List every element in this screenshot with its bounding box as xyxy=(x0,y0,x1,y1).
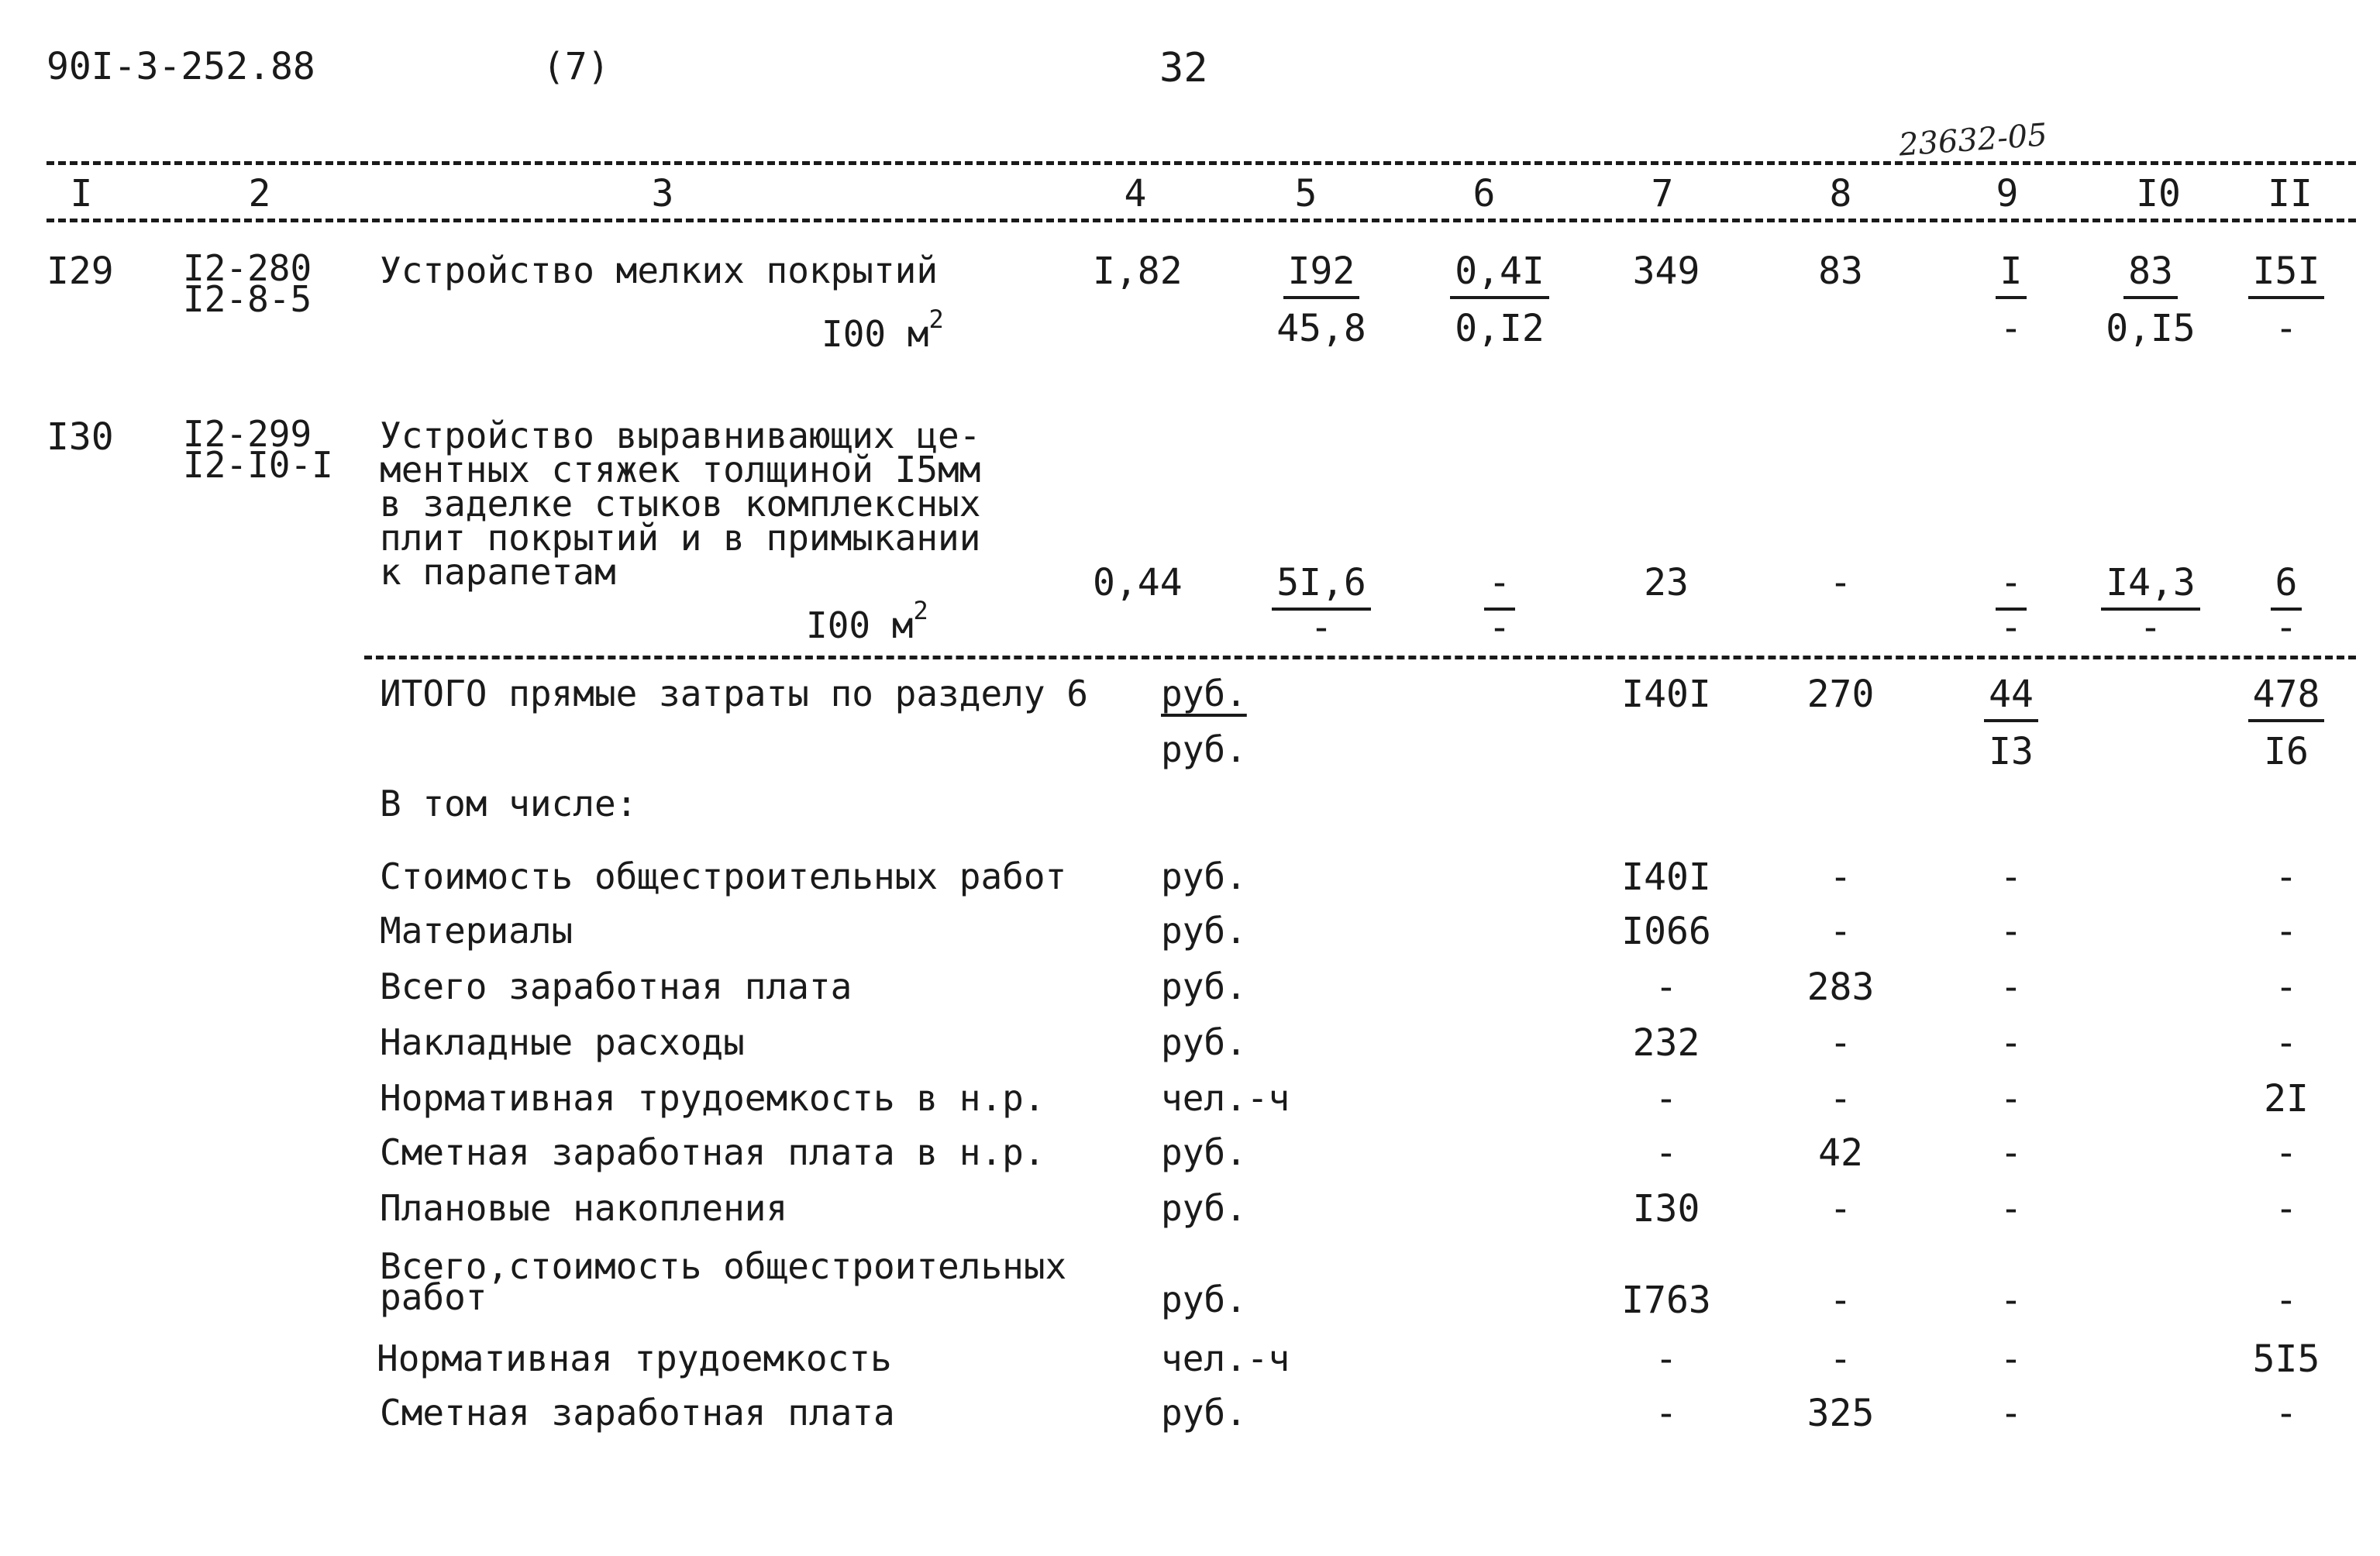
row-unit: I00 $м^2$ xyxy=(821,305,944,355)
breakdown-col9: - xyxy=(1999,1279,2023,1322)
breakdown-col9: - xyxy=(1999,1131,2023,1175)
cell-col7: 349 xyxy=(1632,250,1700,293)
breakdown-unit: руб. xyxy=(1161,910,1247,952)
breakdown-name: Сметная заработная плата xyxy=(380,1392,895,1434)
row-code-1: I2-299 xyxy=(183,413,312,455)
part-number: (7) xyxy=(542,45,610,88)
breakdown-col7: - xyxy=(1655,1077,1678,1121)
breakdown-col11: - xyxy=(2275,1392,2298,1435)
col-header-1: I xyxy=(70,172,93,215)
breakdown-col7: - xyxy=(1655,966,1678,1009)
breakdown-unit: чел.-ч xyxy=(1161,1337,1290,1379)
breakdown-col9: - xyxy=(1999,1077,2023,1121)
handwritten-note: 23632-05 xyxy=(1897,117,2049,164)
totals-rule xyxy=(364,656,2356,659)
breakdown-col8: - xyxy=(1829,910,1852,953)
breakdown-col8: - xyxy=(1829,1077,1852,1121)
breakdown-col11: - xyxy=(2275,855,2298,899)
totals-unit-2: руб. xyxy=(1161,728,1247,770)
breakdown-col8: - xyxy=(1829,855,1852,899)
breakdown-col9: - xyxy=(1999,1392,2023,1435)
breakdown-col7: I30 xyxy=(1632,1187,1700,1231)
breakdown-col7: I763 xyxy=(1621,1279,1711,1322)
col-header-10: I0 xyxy=(2136,172,2181,215)
row-description-line: Устройство выравнивающих це- xyxy=(380,415,981,456)
row-unit: I00 $м^2$ xyxy=(806,596,928,646)
breakdown-col8: - xyxy=(1829,1279,1852,1322)
cell-col11: I5I - xyxy=(2236,253,2337,347)
breakdown-col8: - xyxy=(1829,1187,1852,1231)
totals-col7: I40I xyxy=(1621,673,1711,716)
totals-col11: $\frac{478}{I6}$ xyxy=(2236,676,2337,770)
breakdown-name: Нормативная трудоемкость в н.р. xyxy=(380,1077,1045,1119)
breakdown-unit: руб. xyxy=(1161,1187,1247,1229)
breakdown-unit: руб. xyxy=(1161,1279,1247,1320)
breakdown-col8: - xyxy=(1829,1021,1852,1065)
breakdown-col11: - xyxy=(2275,910,2298,953)
breakdown-col7: I066 xyxy=(1621,910,1711,953)
row-code-1: I2-280 xyxy=(183,247,312,289)
col-header-6: 6 xyxy=(1472,172,1496,215)
totals-col9: $\frac{44}{I3}$ xyxy=(1961,676,2061,770)
col-header-2: 2 xyxy=(248,172,271,215)
breakdown-col8: 283 xyxy=(1807,966,1875,1009)
breakdown-name: Сметная заработная плата в н.р. xyxy=(380,1131,1045,1173)
breakdown-col7: 232 xyxy=(1632,1021,1700,1065)
cell-col11: 6 - xyxy=(2236,564,2337,646)
cell-col10: I4,3 - xyxy=(2100,564,2201,646)
col-header-4: 4 xyxy=(1124,172,1147,215)
breakdown-col9: - xyxy=(1999,1337,2023,1381)
cell-col10: $\frac{83}{0,I5}$ xyxy=(2106,250,2196,350)
breakdown-col7: - xyxy=(1655,1392,1678,1435)
cell-col4: I,82 xyxy=(1093,250,1183,293)
breakdown-name: Всего заработная плата xyxy=(380,966,852,1007)
breakdown-name: Плановые накопления xyxy=(380,1187,788,1229)
breakdown-name: Накладные расходы xyxy=(380,1021,745,1063)
cell-col8: 83 xyxy=(1818,250,1863,293)
breakdown-col11: - xyxy=(2275,966,2298,1009)
breakdown-col11: 2I xyxy=(2264,1077,2309,1121)
page-number: 32 xyxy=(1159,45,1208,91)
header-top-rule xyxy=(46,161,2356,165)
row-description-line: плит покрытий и в примыкании xyxy=(380,517,981,559)
cell-col4: 0,44 xyxy=(1093,561,1183,604)
breakdown-unit: руб. xyxy=(1161,1131,1247,1173)
totals-unit-1: руб. xyxy=(1161,673,1247,714)
col-header-11: II xyxy=(2268,172,2313,215)
row-description-line: к парапетам xyxy=(380,551,616,593)
row-number: I30 xyxy=(46,415,114,459)
document-code: 90I-3-252.88 xyxy=(46,45,315,88)
row-description-line: в заделке стыков комплексных xyxy=(380,483,981,525)
breakdown-col9: - xyxy=(1999,1187,2023,1231)
breakdown-col8: 325 xyxy=(1807,1392,1875,1435)
col-header-5: 5 xyxy=(1294,172,1317,215)
breakdown-col7: - xyxy=(1655,1337,1678,1381)
breakdown-name-line: Всего,стоимость общестроительных xyxy=(380,1245,1067,1287)
header-bottom-rule xyxy=(46,219,2356,222)
col-header-3: 3 xyxy=(651,172,674,215)
breakdown-col11: 5I5 xyxy=(2252,1337,2320,1381)
row-description: Устройство мелких покрытий xyxy=(380,250,939,291)
breakdown-col9: - xyxy=(1999,910,2023,953)
breakdown-unit: чел.-ч xyxy=(1161,1077,1290,1119)
row-code-2: I2-I0-I xyxy=(183,444,333,486)
totals-label: ИТОГО прямые затраты по разделу 6 xyxy=(380,673,1088,714)
breakdown-col9: - xyxy=(1999,966,2023,1009)
breakdown-col7: - xyxy=(1655,1131,1678,1175)
breakdown-name-line: работ xyxy=(380,1276,487,1318)
breakdown-col7: I40I xyxy=(1621,855,1711,899)
row-code-2: I2-8-5 xyxy=(183,278,312,320)
row-description-line: ментных стяжек толщиной I5мм xyxy=(380,449,981,491)
breakdown-name: Материалы xyxy=(380,910,573,952)
cell-col8: - xyxy=(1829,561,1852,604)
totals-col8: 270 xyxy=(1807,673,1875,716)
breakdown-name: Нормативная трудоемкость xyxy=(377,1337,892,1379)
col-header-9: 9 xyxy=(1996,172,2019,215)
cell-col7: 23 xyxy=(1644,561,1689,604)
cell-col5: $\frac{I92}{45,8}$ xyxy=(1276,250,1366,350)
breakdown-unit: руб. xyxy=(1161,1021,1247,1063)
breakdown-col11: - xyxy=(2275,1279,2298,1322)
breakdown-col9: - xyxy=(1999,1021,2023,1065)
breakdown-col8: - xyxy=(1829,1337,1852,1381)
breakdown-col9: - xyxy=(1999,855,2023,899)
col-header-7: 7 xyxy=(1651,172,1674,215)
cell-col6: - - xyxy=(1449,564,1550,646)
breakdown-col8: 42 xyxy=(1818,1131,1863,1175)
breakdown-col11: - xyxy=(2275,1131,2298,1175)
breakdown-col11: - xyxy=(2275,1187,2298,1231)
breakdown-name: Стоимость общестроительных работ xyxy=(380,855,1067,897)
including-label: В том числе: xyxy=(380,783,638,824)
breakdown-col11: - xyxy=(2275,1021,2298,1065)
col-header-8: 8 xyxy=(1829,172,1852,215)
cell-col9: - - xyxy=(1961,564,2061,646)
breakdown-unit: руб. xyxy=(1161,855,1247,897)
row-number: I29 xyxy=(46,250,114,293)
cell-col5: 5I,6 - xyxy=(1271,564,1372,646)
cell-col6: $\frac{0,4I}{0,I2}$ xyxy=(1449,253,1550,347)
breakdown-unit: руб. xyxy=(1161,1392,1247,1434)
breakdown-unit: руб. xyxy=(1161,966,1247,1007)
cell-col9: I - xyxy=(1961,253,2061,347)
